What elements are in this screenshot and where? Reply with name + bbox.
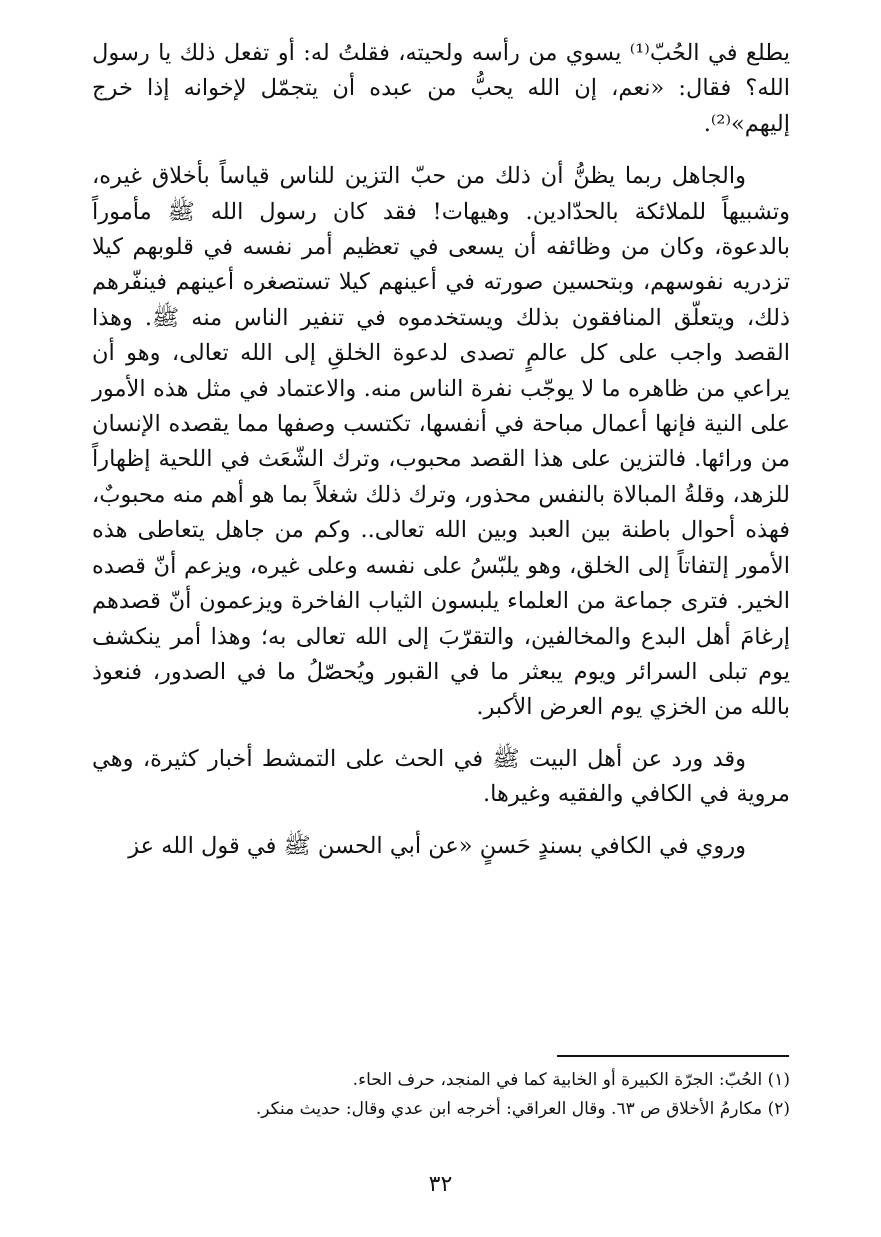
paragraph-3: وقد ورد عن أهل البيت ﷺ في الحث على التمشط أخبار كثيرة، وهي مروية في الكافي والفقيه وغيرها. bbox=[92, 745, 790, 808]
footnote-1: (١) الحُبّ: الجرّة الكبيرة أو الخابية كما في المنجد، حرف الحاء. bbox=[352, 1070, 790, 1090]
page-number: ٣٢ bbox=[428, 1172, 453, 1197]
paragraph-1: يطلع في الحُبّ⁽¹⁾ يسوي من رأسه ولحيته، فقلتُ له: أو تفعل ذلك يا رسول الله؟ فقال: «نعم، إن الله يحبُّ من عبده أن يتجمّل لإخوانه إذا خرج إليهم»⁽²⁾. bbox=[92, 40, 790, 137]
footnote-2: (٢) مكارمُ الأخلاق ص ٦٣. وقال العراقي: أخرجه ابن عدي وقال: حديث منكر. bbox=[255, 1099, 790, 1119]
main-text bbox=[92, 36, 790, 864]
footnote-divider bbox=[557, 1055, 789, 1057]
paragraph-2: والجاهل ربما يظنُّ أن ذلك من حبّ التزين للناس قياساً بأخلاق غيره، وتشبيهاً للملائكة بالحدّادين. وهيهات! فقد كان رسول الله ﷺ مأموراً بالدعوة، وكان من وظائفه أن يسعى في تعظيم أمر نفسه في قلوبهم كيلا تزدريه نفوسهم، وبتحسين صورته في أعينهم كيلا تستصغره أعينهم فينفّرهم ذلك، ويتعلّق المنافقون بذلك ويستخدموه في تنفير الناس منه ﷺ. وهذا القصد واجب على كل عالمٍ تصدى لدعوة الخلقِ إلى الله تعالى، وهو أن يراعي من ظاهره ما لا يوجّب نفرة الناس منه. والاعتماد في مثل هذه الأمور على النية فإنها أعمال مباحة في أنفسها، تكتسب وصفها مما يقصده الإنسان من ورائها. فالتزين على هذا القصد محبوب، وترك الشّعَث في اللحية إظهاراً للزهد، وقلةُ المبالاة بالنفس محذور، وترك ذلك شغلاً بما هو أهم منه محبوبٌ، فهذه أحوال باطنة بين العبد وبين الله تعالى.. وكم من جاهل يتعاطى هذه الأمور إلتفاتاً إلى الخلق، وهو يلبّسُ على نفسه وعلى غيره، ويزعم أنّ قصده الخير. فترى جماعة من العلماء يلبسون الثياب الفاخرة ويزعمون أنّ قصدهم إرغامَ أهل البدع والمخالفين، والتقرّبَ إلى الله تعالى به؛ وهذا أمر ينكشف يوم تبلى السرائر ويوم يبعثر ما في القبور ويُحصّلُ ما في الصدور، فنعوذ بالله من الخزي يوم العرض الأكبر. bbox=[92, 163, 790, 721]
footnotes bbox=[92, 1066, 790, 1124]
paragraph-4: وروي في الكافي بسندٍ حَسنٍ «عن أبي الحسن ﷺ في قول الله عز bbox=[128, 832, 746, 859]
